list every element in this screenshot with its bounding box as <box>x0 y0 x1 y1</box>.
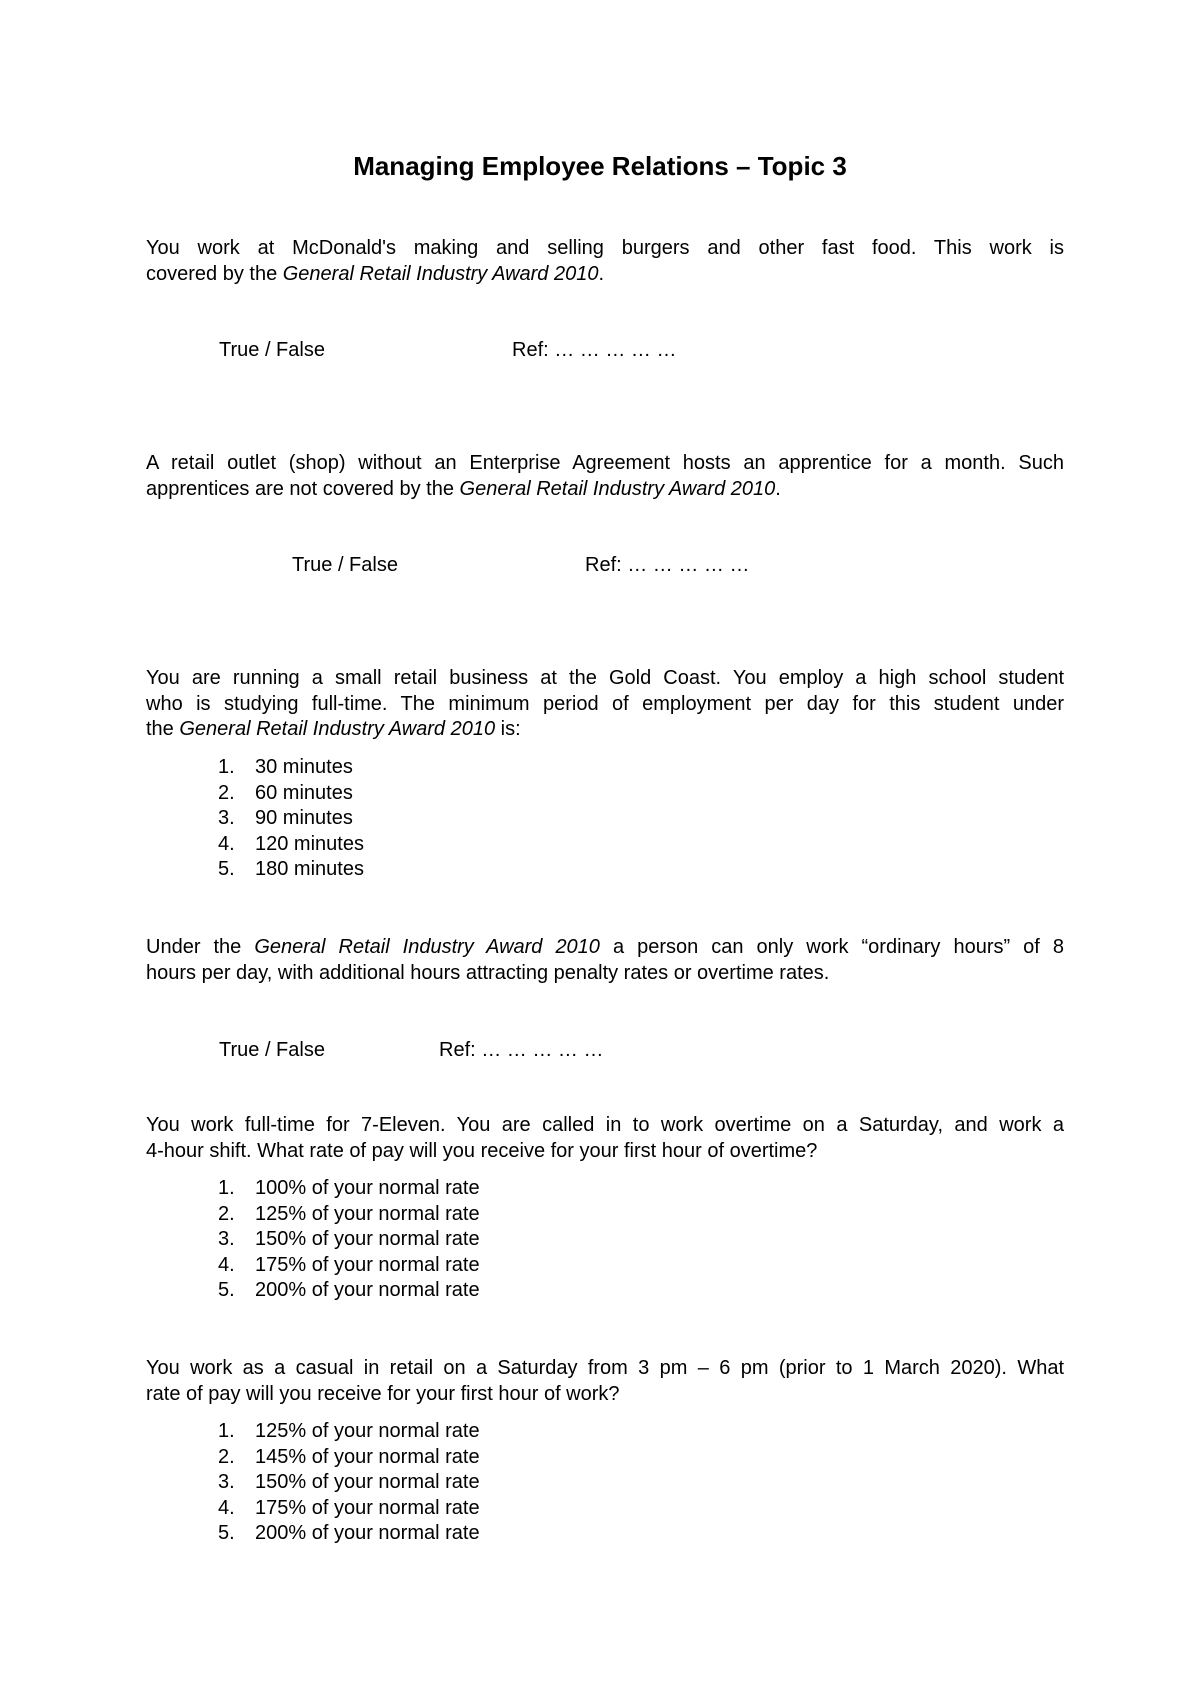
question-6-options <box>218 1419 480 1547</box>
option-number: 5. <box>218 1279 235 1301</box>
option-number: 1. <box>218 1177 235 1199</box>
page-title: Managing Employee Relations – Topic 3 <box>353 151 847 181</box>
option <box>218 1227 480 1253</box>
question-1-line-1: You work at McDonald's making and selling burgers and other fast food. This work is <box>146 237 1064 259</box>
question-3-line-3 <box>146 717 1064 743</box>
question-3-line-1: You are running a small retail business at the Gold Coast. You employ a high school student <box>146 667 1064 689</box>
question-4-text <box>146 935 1064 986</box>
option-number: 2. <box>218 781 235 804</box>
option <box>218 806 364 832</box>
option-number: 4. <box>218 1496 235 1519</box>
option-text: 150% of your normal rate <box>255 1228 480 1250</box>
option-number: 2. <box>218 1202 235 1225</box>
option-text: 30 minutes <box>255 756 353 778</box>
question-2-line-1: A retail outlet (shop) without an Enterprise Agreement hosts an apprentice for a month. Such <box>146 452 1064 474</box>
option-number: 1. <box>218 1420 235 1442</box>
option <box>218 1419 480 1445</box>
question-3-text <box>146 666 1064 743</box>
option-text: 120 minutes <box>255 832 364 855</box>
option-number: 1. <box>218 756 235 778</box>
question-5-line-2: 4-hour shift. What rate of pay will you receive for your first hour of overtime? <box>146 1139 818 1162</box>
option-text: 200% of your normal rate <box>255 1279 480 1301</box>
award-name: General Retail Industry Award 2010 <box>254 936 600 958</box>
question-2-true-false: True / False <box>292 554 398 576</box>
option-number: 5. <box>218 858 235 880</box>
question-3-line-2: who is studying full-time. The minimum period of employment per day for this student under <box>146 692 1064 715</box>
option <box>218 1176 480 1202</box>
option-text: 60 minutes <box>255 781 353 804</box>
option-number: 4. <box>218 1253 235 1276</box>
question-5-options <box>218 1176 480 1304</box>
option <box>218 1445 480 1471</box>
option <box>218 755 364 781</box>
question-1-line-2-pre: covered by the <box>146 262 283 285</box>
option-number: 3. <box>218 1471 235 1493</box>
option-text: 150% of your normal rate <box>255 1471 480 1493</box>
question-4-true-false: True / False <box>219 1039 325 1061</box>
question-6-text <box>146 1356 1064 1407</box>
question-6-line-2: rate of pay will you receive for your first hour of work? <box>146 1382 620 1405</box>
question-4-line-1-post: a person can only work “ordinary hours” of 8 <box>599 936 1065 958</box>
option <box>218 1202 480 1228</box>
question-2-line-2 <box>146 477 1064 503</box>
question-6-line-1: You work as a casual in retail on a Saturday from 3 pm – 6 pm (prior to 1 March 2020). What <box>146 1357 1064 1379</box>
option-text: 125% of your normal rate <box>255 1202 480 1225</box>
option <box>218 1253 480 1279</box>
award-name: General Retail Industry Award 2010 <box>282 262 599 285</box>
option <box>218 857 364 883</box>
option-text: 200% of your normal rate <box>255 1522 480 1544</box>
question-1-ref: Ref: … … … … … <box>512 339 677 361</box>
question-1-line-2-post: . <box>598 262 605 285</box>
option-number: 4. <box>218 832 235 855</box>
question-3-options <box>218 755 364 883</box>
question-3-line-3-pre: the <box>146 718 180 740</box>
question-1-line-2 <box>146 262 1064 288</box>
option <box>218 1278 480 1304</box>
question-4-ref: Ref: … … … … … <box>439 1039 604 1061</box>
award-name: General Retail Industry Award 2010 <box>459 477 776 500</box>
option <box>218 832 364 858</box>
option-number: 3. <box>218 1228 235 1250</box>
question-2-line-2-pre: apprentices are not covered by the <box>146 477 460 500</box>
question-2-ref: Ref: … … … … … <box>585 554 750 576</box>
option <box>218 781 364 807</box>
question-3-line-3-post: is: <box>495 718 521 740</box>
question-1-true-false: True / False <box>219 339 325 361</box>
award-name: General Retail Industry Award 2010 <box>179 718 496 740</box>
option <box>218 1496 480 1522</box>
option-text: 90 minutes <box>255 807 353 829</box>
question-2-text <box>146 451 1064 502</box>
option-text: 180 minutes <box>255 858 364 880</box>
option-text: 175% of your normal rate <box>255 1496 480 1519</box>
option-text: 175% of your normal rate <box>255 1253 480 1276</box>
option-text: 145% of your normal rate <box>255 1445 480 1468</box>
option-text: 125% of your normal rate <box>255 1420 480 1442</box>
question-1-text <box>146 236 1064 287</box>
option-text: 100% of your normal rate <box>255 1177 480 1199</box>
question-4-line-1 <box>146 935 1064 961</box>
option-number: 5. <box>218 1522 235 1544</box>
option <box>218 1470 480 1496</box>
option-number: 2. <box>218 1445 235 1468</box>
question-2-line-2-post: . <box>775 477 781 500</box>
question-5-text <box>146 1113 1064 1164</box>
question-5-line-1: You work full-time for 7-Eleven. You are called in to work overtime on a Saturday, and work a <box>146 1114 1064 1136</box>
question-4-line-2: hours per day, with additional hours attracting penalty rates or overtime rates. <box>146 961 830 984</box>
option-number: 3. <box>218 807 235 829</box>
option <box>218 1521 480 1547</box>
question-4-line-1-pre: Under the <box>146 936 255 958</box>
